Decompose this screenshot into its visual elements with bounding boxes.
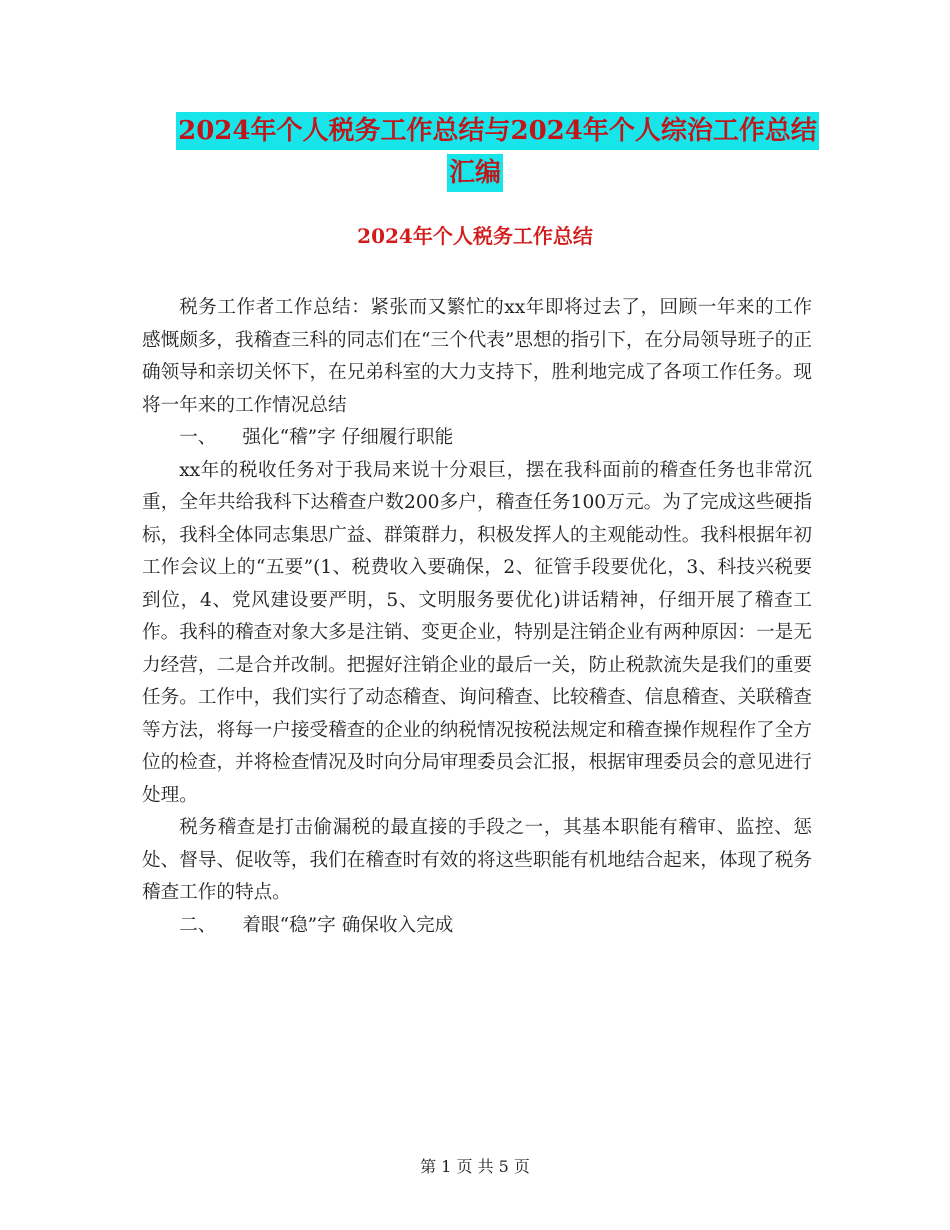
paragraph: xx年的税收任务对于我局来说十分艰巨，摆在我科面前的稽查任务也非常沉重，全年共给我科下达稽查户数200多户，稽查任务100万元。为了完成这些硬指标，我科全体同志集思广益、群策群力，积极发挥人的主观能动性。我科根据年初工作会议上的“五要”(1、税费收入要确保，2、征管手段要优化，3、科技兴税要到位，4、党风建设要严明，5、文明服务要优化)讲话精神，仔细开展了稽查工作。我科的稽查对象大多是注销、变更企业，特别是注销企业有两种原因：一是无力经营，二是合并改制。把握好注销企业的最后一关，防止税款流失是我们的重要任务。工作中，我们实行了动态稽查、询问稽查、比较稽查、信息稽查、关联稽查等方法，将每一户接受稽查的企业的纳税情况按税法规定和稽查操作规程作了全方位的检查，并将检查情况及时向分局审理委员会汇报，根据审理委员会的意见进行处理。 [142, 459, 812, 806]
heading-text: 着眼“稳”字 确保收入完成 [242, 914, 454, 936]
paragraph: 税务稽查是打击偷漏税的最直接的手段之一，其基本职能有稽审、监控、惩处、督导、促收等，我们在稽查时有效的将这些职能有机地结合起来，体现了税务稽查工作的特点。 [142, 817, 812, 903]
section-heading-1 [142, 422, 812, 455]
paragraph: 税务工作者工作总结：紧张而又繁忙的xx年即将过去了，回顾一年来的工作感慨颇多，我稽查三科的同志们在“三个代表”思想的指引下，在分局领导班子的正确领导和亲切关怀下，在兄弟科室的大力支持下，胜利地完成了各项工作任务。现将一年来的工作情况总结 [142, 297, 812, 416]
heading-text: 强化“稽”字 仔细履行职能 [242, 427, 454, 448]
document-title: 2024年个人税务工作总结与2024年个人综治工作总结 [176, 112, 819, 150]
title-block [0, 112, 950, 192]
heading-number: 一、 [179, 427, 217, 448]
heading-number: 二、 [179, 914, 217, 936]
section-title: 2024年个人税务工作总结 [357, 224, 593, 248]
document-title-continued: 汇编 [447, 154, 503, 192]
section-heading-2 [142, 910, 812, 943]
page-footer: 第 1 页 共 5 页 [420, 1157, 530, 1176]
document-body [142, 292, 812, 942]
